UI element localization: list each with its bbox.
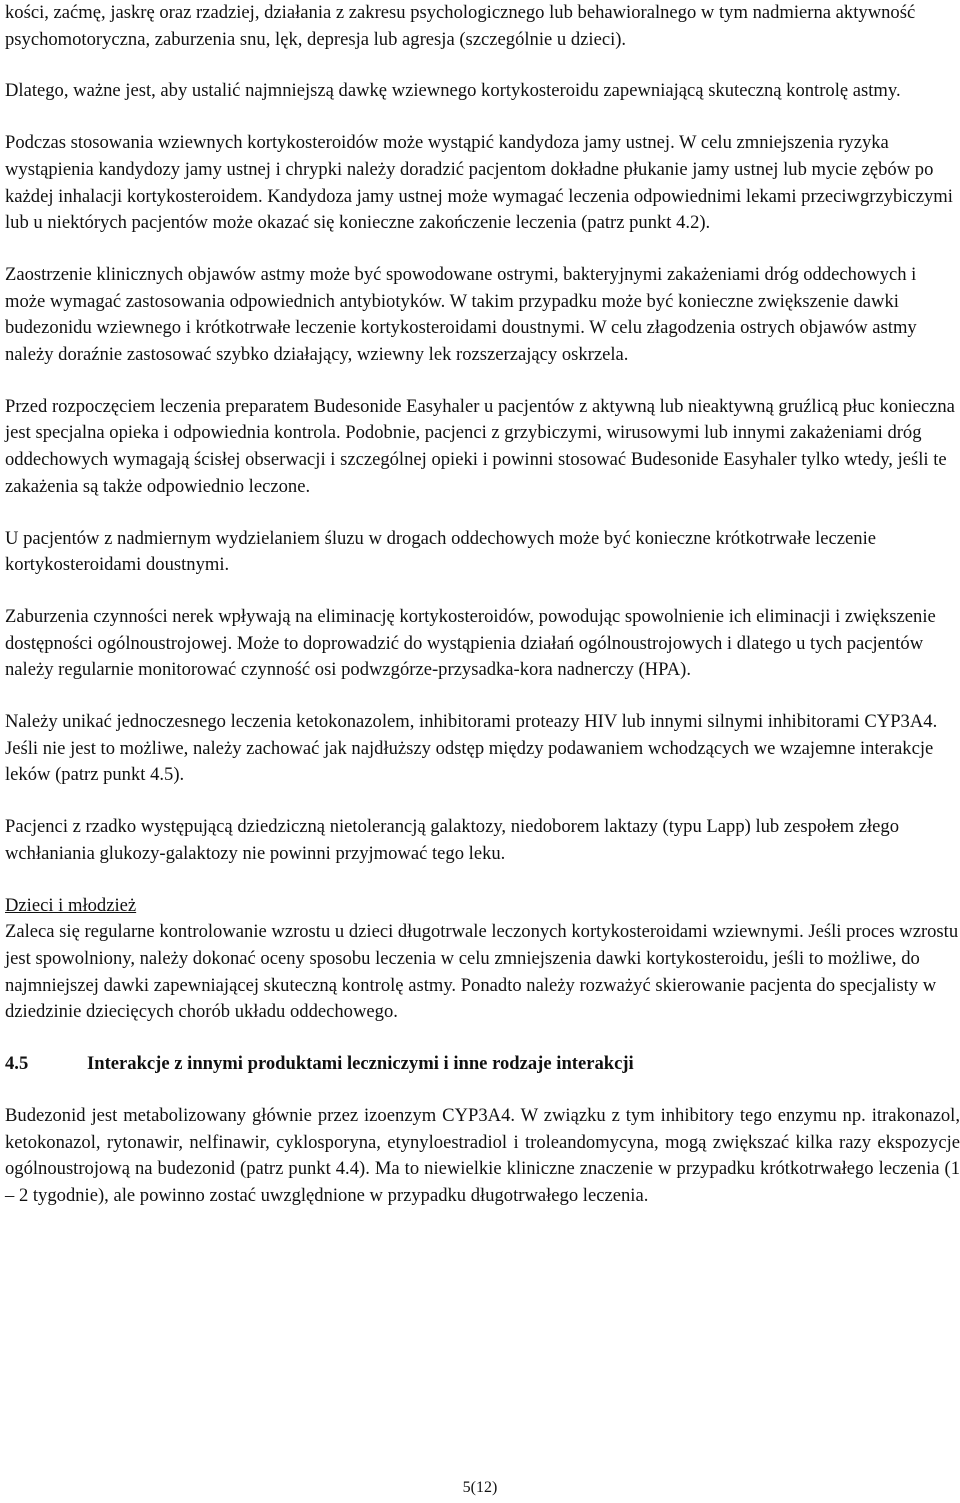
section-number: 4.5 <box>5 1053 29 1075</box>
paragraph-galactose: Pacjenci z rzadko występującą dziedziczną nietolerancją galaktozy, niedoborem laktazy (typu Lapp) lub zespołem złego wchłaniania glukozy-galaktozy nie powinni przyjmować tego leku. <box>5 816 899 864</box>
paragraph-children <box>5 893 960 1027</box>
paragraph-mucus: U pacjentów z nadmiernym wydzielaniem śluzu w drogach oddechowych może być konieczne krótkotrwałe leczenie kortykosteroidami doustnymi. <box>5 527 876 576</box>
paragraph-cyp3a4-inhibitors: Należy unikać jednoczesnego leczenia ketokonazolem, inhibitorami proteazy HIV lub innymi silnymi inhibitorami CYP3A4. Jeśli nie jest to możliwe, należy zachować jak najdłuższy odstęp między podawaniem wchodzących we wzajemne interakcje leków (patrz punkt 4.5). <box>5 711 938 786</box>
page-number: 5(12) <box>462 1479 498 1496</box>
section-title: Interakcje z innymi produktami leczniczymi i inne rodzaje interakcji <box>87 1053 634 1075</box>
section-heading-4-5 <box>5 1051 960 1078</box>
paragraph-children-text: Zaleca się regularne kontrolowanie wzrostu u dzieci długotrwale leczonych kortykosteroidami wziewnymi. Jeśli proces wzrostu jest spowolniony, należy dokonać oceny sposobu leczenia w celu zmniejszenia dawki kortykosteroidu, jeśli to możliwe, do najmniejszej dawki zapewniającej skuteczną kontrolę astmy. Ponadto należy rozważyć skierowanie pacjenta do specjalisty w dziedzinie dziecięcych chorób układu oddechowego. <box>5 921 959 1023</box>
paragraph-lowest-dose: Dlatego, ważne jest, aby ustalić najmniejszą dawkę wziewnego kortykosteroidu zapewniającą skuteczną kontrolę astmy. <box>5 80 901 102</box>
paragraph-side-effects: kości, zaćmę, jaskrę oraz rzadziej, działania z zakresu psychologicznego lub behawioralnego w tym nadmierna aktywność psychomotoryczna, zaburzenia snu, lęk, depresja lub agresja (szczególnie u dzieci). <box>5 2 916 50</box>
subheading-children: Dzieci i młodzież <box>5 894 137 916</box>
paragraph-candidiasis: Podczas stosowania wziewnych kortykosteroidów może wystąpić kandydoza jamy ustnej. W celu zmniejszenia ryzyka wystąpienia kandydozy jamy ustnej i chrypki należy doradzić pacjentom dokładne płukanie jamy ustnej lub mycie zębów po każdej inhalacji kortykosteroidem. Kandydoza jamy ustnej może wymagać leczenia odpowiednimi lekami przeciwgrzybiczymi lub u niektórych pacjentów może okazać się konieczne zakończenie leczenia (patrz punkt 4.2). <box>5 132 953 234</box>
paragraph-tuberculosis: Przed rozpoczęciem leczenia preparatem Budesonide Easyhaler u pacjentów z aktywną lub nieaktywną gruźlicą płuc konieczna jest specjalna opieka i odpowiednia kontrola. Podobnie, pacjenci z grzybiczymi, wirusowymi lub innymi zakażeniami dróg oddechowych wymagają ścisłej obserwacji i szczególnej opieki i powinni stosować Budesonide Easyhaler tylko wtedy, jeśli te zakażenia są także odpowiednio leczone. <box>5 395 955 497</box>
paragraph-asthma-exacerbation: Zaostrzenie klinicznych objawów astmy może być spowodowane ostrymi, bakteryjnymi zakażeniami dróg oddechowych i może wymagać zastosowania odpowiednich antybiotyków. W takim przypadku może być konieczne zwiększenie dawki budezonidu wziewnego i krótkotrwałe leczenie kortykosteroidami doustnymi. W celu złagodzenia ostrych objawów astmy należy doraźnie zastosować szybko działający, wziewny lek rozszerzający oskrzela. <box>5 263 917 366</box>
paragraph-renal: Zaburzenia czynności nerek wpływają na eliminację kortykosteroidów, powodując spowolnienie ich eliminacji i zwiększenie dostępności ogólnoustrojowej. Może to doprowadzić do wystąpienia działań ogólnoustrojowych i dlatego u tych pacjentów należy regularnie monitorować czynność osi podwzgórze-przysadka-kora nadnerczy (HPA). <box>5 605 936 681</box>
document-page <box>5 0 960 1235</box>
paragraph-budesonide-metabolism: Budezonid jest metabolizowany głównie przez izoenzym CYP3A4. W związku z tym inhibitory tego enzymu np. itrakonazol, ketokonazol, rytonawir, nelfinawir, cyklosporyna, etynyloestradiol i troleandomycyna, mogą zwiększać kilka razy ekspozycje ogólnoustrojową na budezonid (patrz punkt 4.4). Ma to niewielkie kliniczne znaczenie w przypadku krótkotrwałego leczenia (1 – 2 tygodnie), ale powinno zostać uwzględnione w przypadku długotrwałego leczenia. <box>5 1104 960 1206</box>
